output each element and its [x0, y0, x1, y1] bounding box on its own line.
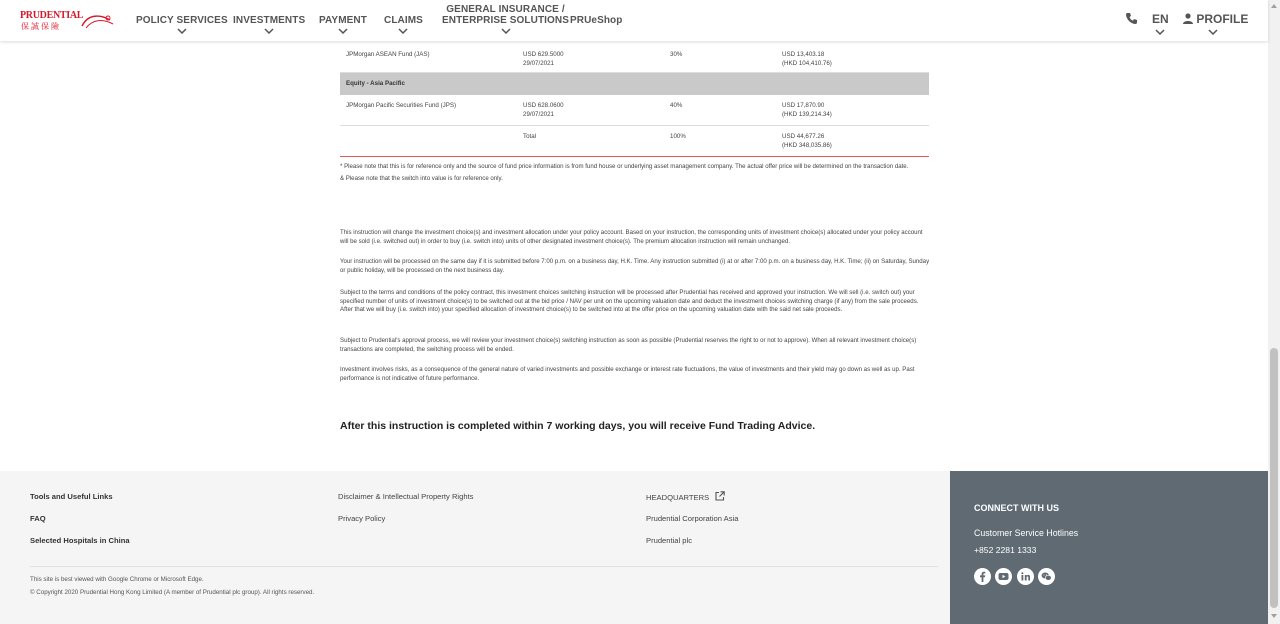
nav-general-insurance[interactable]: GENERAL INSURANCE / ENTERPRISE SOLUTIONS [442, 4, 569, 34]
fund-allocation: 40% [670, 102, 683, 109]
footer-link-prudential-asia[interactable]: Prudential Corporation Asia [646, 514, 739, 523]
connect-title: CONNECT WITH US [974, 503, 1059, 513]
nav-policy-services[interactable]: POLICY SERVICES [136, 15, 228, 34]
total-allocation: 100% [670, 133, 686, 140]
user-icon [1183, 13, 1193, 24]
footer-link-faq[interactable]: FAQ [30, 514, 46, 523]
total-value-hkd: (HKD 348,035.86) [782, 142, 832, 149]
fund-name: JPMorgan ASEAN Fund (JAS) [346, 51, 430, 58]
logo-english: PRUDENTIAL [20, 10, 84, 21]
scroll-down-arrow-icon[interactable] [1271, 614, 1277, 618]
fund-price-date: 29/07/2021 [523, 111, 554, 118]
section-label: Equity - Asia Pacific [346, 80, 405, 87]
price-note: * Please note that this is for reference only and the source of fund price information is from fund house or underlying asset management company. The actual offer price will be determined on the transaction date. [340, 163, 909, 170]
fund-value-hkd: (HKD 104,410.76) [782, 60, 832, 67]
logo-emblem-icon [80, 12, 116, 30]
chevron-down-icon [1208, 29, 1218, 35]
fund-trading-advice-notice: After this instruction is completed within 7 working days, you will receive Fund Trading Advice. [340, 420, 816, 432]
chevron-down-icon [1155, 29, 1165, 35]
wechat-icon[interactable] [1038, 568, 1055, 585]
fund-value-usd: USD 13,403.18 [782, 51, 825, 58]
fund-name: JPMorgan Pacific Securities Fund (JPS) [346, 102, 457, 109]
top-navigation-bar [0, 0, 1268, 41]
chevron-down-icon [264, 28, 274, 34]
fund-value-usd: USD 17,870.90 [782, 102, 825, 109]
fund-allocation: 30% [670, 51, 683, 58]
fund-price: USD 628.0600 [523, 102, 564, 109]
footer-link-headquarters[interactable]: HEADQUARTERS [646, 491, 725, 502]
footer-link-prudential-plc[interactable]: Prudential plc [646, 536, 693, 545]
profile-menu[interactable]: PROFILE [1183, 12, 1248, 35]
chevron-down-icon [338, 28, 348, 34]
risk-paragraph: Investment involves risks, as a consequence of the general nature of varied investments and possible exchange or interest rate fluctuations, the value of investments and their yield may go down as well as up. Past performance is not indicative of future performance. [340, 366, 915, 382]
browser-note: This site is best viewed with Google Chrome or Microsoft Edge. [30, 576, 204, 583]
page-scrollbar[interactable] [1268, 0, 1280, 624]
fund-allocation-table [340, 41, 929, 157]
fund-price: USD 629.5000 [523, 51, 564, 58]
table-section-header [340, 73, 929, 95]
footer-link-hospitals[interactable]: Selected Hospitals in China [30, 536, 130, 545]
processing-paragraph: Your instruction will be processed on the same day if it is submitted before 7:00 p.m. on a business day, H.K. Time. Any instruction submitted (i) at or after 7:00 p.m. on a business day, H.K. Time; (ii) on Saturday, Sunday or public holiday, will be processed on the next business day. [340, 258, 930, 274]
hotline-label: Customer Service Hotlines [974, 528, 1079, 538]
fund-price-date: 29/07/2021 [523, 60, 554, 67]
youtube-icon[interactable] [995, 568, 1012, 585]
external-link-icon [715, 491, 725, 501]
linkedin-icon[interactable] [1017, 568, 1034, 585]
approval-paragraph: Subject to Prudential's approval process, we will review your investment choice(s) switching instruction as soon as possible (Prudential reserves the right to or not to approve). When all relevant investment choice(s) transactions are completed, the switching process will be ended. [340, 337, 917, 353]
footer-link-privacy[interactable]: Privacy Policy [338, 514, 386, 523]
nav-claims[interactable]: CLAIMS [384, 15, 423, 34]
copyright: © Copyright 2020 Prudential Hong Kong Limited (A member of Prudential plc group). All rights reserved. [30, 589, 315, 596]
nav-payment[interactable]: PAYMENT [319, 15, 367, 34]
total-value-usd: USD 44,677.26 [782, 133, 825, 140]
scrollbar-thumb[interactable] [1270, 348, 1278, 608]
language-selector[interactable]: EN [1152, 12, 1169, 35]
connect-with-us-panel [950, 471, 1268, 624]
nav-investments[interactable]: INVESTMENTS [233, 15, 305, 34]
table-total-row [340, 126, 929, 157]
phone-icon[interactable] [1125, 12, 1138, 25]
footer-link-tools[interactable]: Tools and Useful Links [30, 492, 113, 501]
footer [0, 471, 950, 624]
footer-link-disclaimer[interactable]: Disclaimer & Intellectual Property Rights [338, 492, 474, 501]
chevron-down-icon [398, 28, 408, 34]
facebook-icon[interactable] [974, 568, 991, 585]
fund-value-hkd: (HKD 139,214.34) [782, 111, 832, 118]
reference-notes [340, 163, 930, 186]
table-row [340, 41, 929, 73]
switch-note: & Please note that the switch into value is for reference only. [340, 174, 503, 182]
footer-divider [30, 566, 938, 567]
chevron-down-icon [501, 28, 511, 34]
table-row [340, 95, 929, 126]
chevron-down-icon [177, 28, 187, 34]
hotline-number[interactable]: +852 2281 1333 [974, 545, 1037, 555]
nav-prueshop[interactable]: PRUeShop [570, 15, 623, 26]
terms-paragraph: Subject to the terms and conditions of the policy contract, this investment choices switching instruction will be processed after Prudential has received and approved your instruction. We will sell (i.e. switch out) your specified number of units of investment choice(s) to be switched out at the bid price / NAV per unit on the upcoming valuation date and deduct the investment choices switching charge (if any) from the sale proceeds. After that we will buy (i.e. switch into) your specified allocation of investment choice(s) to be switched into at the offer price on the upcoming valuation date with the said net sale proceeds. [340, 289, 919, 314]
instruction-paragraph: This instruction will change the investment choice(s) and investment allocation under your policy account. Based on your instruction, the corresponding units of investment choice(s) allocated under your policy account will be sold (i.e. switched out) in order to buy (i.e. switch into) units of other designated investment choice(s). The premium allocation instruction will remain unchanged. [340, 229, 923, 245]
total-label: Total [523, 133, 537, 140]
scroll-up-arrow-icon[interactable] [1271, 4, 1277, 8]
logo-chinese: 保誠保險 [21, 22, 61, 31]
prudential-logo[interactable] [20, 10, 100, 32]
